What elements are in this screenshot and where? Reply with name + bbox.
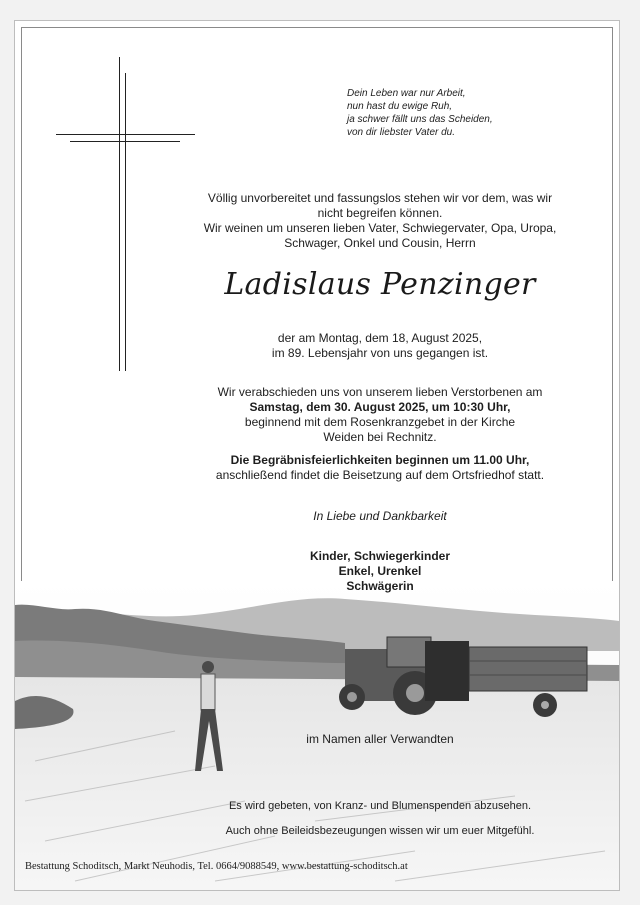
poem-line: Dein Leben war nur Arbeit, xyxy=(347,88,466,99)
family-line: Schwägerin xyxy=(346,579,414,593)
funeral-home-footer: Bestattung Schoditsch, Markt Neuhodis, Tel. 0664/9088549, www.bestattung-schoditsch.at xyxy=(25,861,408,872)
intro-text xyxy=(165,191,595,251)
death-info xyxy=(165,331,595,361)
family-line: Kinder, Schwiegerkinder xyxy=(309,549,451,563)
death-line: im 89. Lebensjahr von uns gegangen ist. xyxy=(271,346,489,360)
flower-request-text: Es wird gebeten, von Kranz- und Blumenspenden abzusehen. xyxy=(228,800,532,812)
death-line: der am Montag, dem 18, August 2025, xyxy=(277,331,483,345)
poem-line: ja schwer fällt uns das Scheiden, xyxy=(347,114,493,125)
deceased-name: Ladislaus Penzinger xyxy=(224,267,536,302)
condolence-note-text: Auch ohne Beileidsbezeugungen wissen wir um euer Mitgefühl. xyxy=(225,825,535,837)
thanks-text: In Liebe und Dankbarkeit xyxy=(313,509,447,523)
cross-horizontal-line-1 xyxy=(56,134,195,135)
cross-horizontal-line-2 xyxy=(70,141,180,142)
farewell-info xyxy=(165,385,595,445)
funeral-info xyxy=(165,453,595,483)
obituary-sheet xyxy=(14,20,620,891)
family-line: Enkel, Urenkel xyxy=(338,564,422,578)
cross-vertical-line-1 xyxy=(119,57,120,371)
farewell-line: beginnend mit dem Rosenkranzgebet in der Kirche xyxy=(244,415,516,429)
farewell-line: Wir verabschieden uns von unserem lieben Verstorbenen am xyxy=(217,385,543,399)
funeral-line: anschließend findet die Beisetzung auf dem Ortsfriedhof statt. xyxy=(215,468,545,482)
poem xyxy=(347,87,587,139)
funeral-start: Die Begräbnisfeierlichkeiten beginnen um 11.00 Uhr, xyxy=(230,453,530,467)
farewell-line: Weiden bei Rechnitz. xyxy=(323,430,437,444)
cross-vertical-line-2 xyxy=(125,73,126,371)
poem-line: nun hast du ewige Ruh, xyxy=(347,101,453,112)
intro-line: Völlig unvorbereitet und fassungslos stehen wir vor dem, was wir xyxy=(207,191,553,205)
farewell-date: Samstag, dem 30. August 2025, um 10:30 Uhr, xyxy=(249,400,511,414)
relatives-text: im Namen aller Verwandten xyxy=(306,732,454,746)
poem-line: von dir liebster Vater du. xyxy=(347,127,456,138)
intro-line: Schwager, Onkel und Cousin, Herrn xyxy=(284,236,476,250)
intro-line: Wir weinen um unseren lieben Vater, Schwiegervater, Opa, Uropa, xyxy=(203,221,557,235)
family-members xyxy=(165,549,595,594)
intro-line: nicht begreifen können. xyxy=(317,206,443,220)
